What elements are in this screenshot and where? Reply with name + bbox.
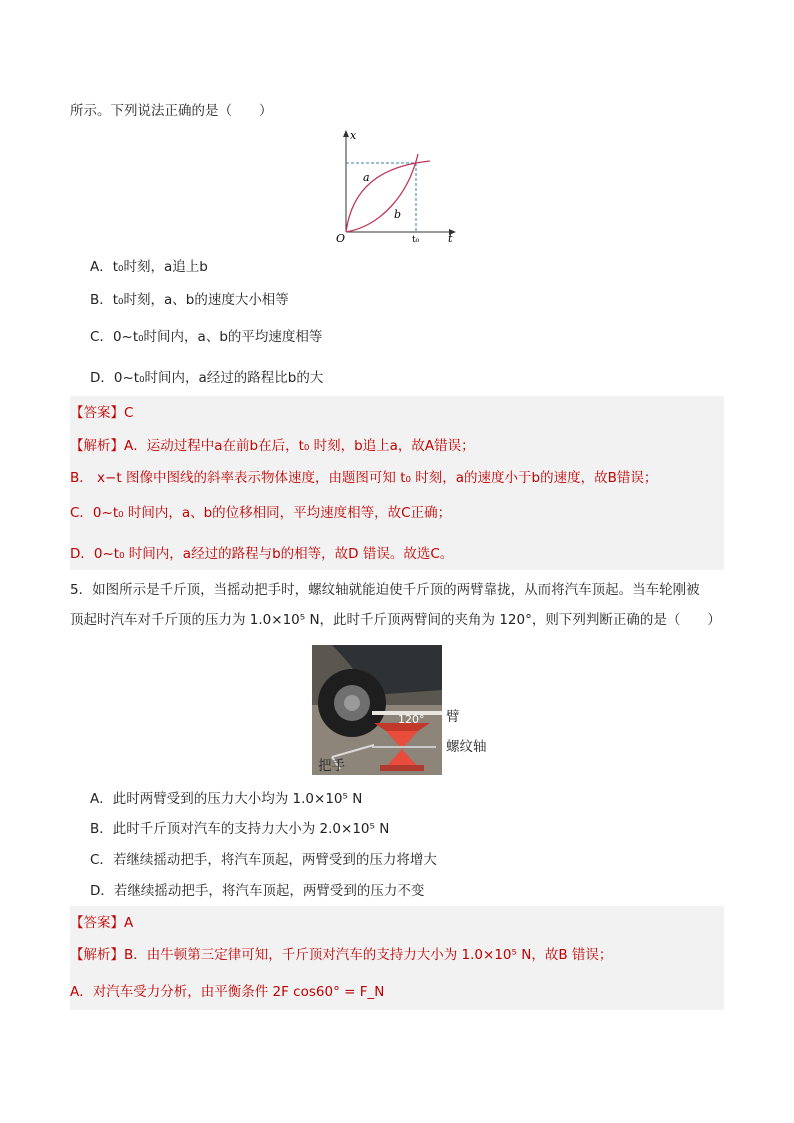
curve-a [346, 161, 430, 232]
q4-xt-graph [330, 128, 460, 246]
q4-option-a: A．t₀时刻，a追上b [90, 259, 208, 275]
q5-stem-line-2: 顶起时汽车对千斤顶的压力为 1.0×10⁵ N，此时千斤顶两臂间的夹角为 120°，则下列判断正确的是（ ） [70, 612, 721, 628]
q4-option-b: B．t₀时刻，a、b的速度大小相等 [90, 292, 289, 308]
curve-a-label: a [363, 171, 370, 184]
t0-label: t₀ [412, 235, 420, 245]
x-axis-arrow [343, 130, 349, 137]
t-axis-label: t [448, 232, 453, 245]
q4-option-d: D．0~t₀时间内，a经过的路程比b的大 [90, 370, 324, 386]
q5-option-c: C．若继续摇动把手，将汽车顶起，两臂受到的压力将增大 [90, 852, 437, 868]
q4-option-c: C．0~t₀时间内，a、b的平均速度相等 [90, 329, 323, 345]
x-axis-label: x [350, 129, 357, 142]
q4-analysis-line-3: C．0~t₀ 时间内，a、b的位移相同，平均速度相等，故C正确； [70, 505, 452, 521]
q4-analysis-line-1: 【解析】A．运动过程中a在前b在后，t₀ 时刻，b追上a，故A错误； [70, 438, 475, 454]
curve-b [346, 154, 418, 232]
q5-option-d: D．若继续摇动把手，将汽车顶起，两臂受到的压力不变 [90, 883, 425, 899]
jack-base [380, 765, 424, 771]
origin-label: O [336, 232, 346, 245]
q5-option-a: A．此时两臂受到的压力大小均为 1.0×10⁵ N [90, 791, 363, 807]
q4-stem-tail: 所示。下列说法正确的是（ ） [70, 103, 273, 119]
q5-option-b: B．此时千斤顶对汽车的支持力大小为 2.0×10⁵ N [90, 821, 390, 837]
arm-label: 臂 [446, 709, 460, 725]
curve-b-label: b [394, 208, 402, 221]
q5-answer: 【答案】A [70, 915, 134, 931]
screw-label: 螺纹轴 [446, 739, 487, 755]
angle-label: 120° [398, 713, 425, 726]
q5-stem-line-1: 5．如图所示是千斤顶，当摇动把手时，螺纹轴就能迫使千斤顶的两臂靠拢，从而将汽车顶起。当车轮刚被 [70, 582, 700, 598]
q4-analysis-line-4: D．0~t₀ 时间内，a经过的路程与b的相等，故D 错误。故选C。 [70, 546, 454, 562]
q4-analysis-line-2: B． x−t 图像中图线的斜率表示物体速度，由题图可知 t₀ 时刻，a的速度小于b的速度，故B错误； [70, 470, 658, 486]
q5-analysis-line-2: A．对汽车受力分析，由平衡条件 2F cos60° = F_N [70, 984, 385, 1000]
q5-analysis-line-1: 【解析】B．由牛顿第三定律可知，千斤顶对汽车的支持力大小为 1.0×10⁵ N，故B 错误； [70, 947, 613, 963]
q4-answer: 【答案】C [70, 405, 134, 421]
handle-label: 把手 [318, 758, 345, 774]
